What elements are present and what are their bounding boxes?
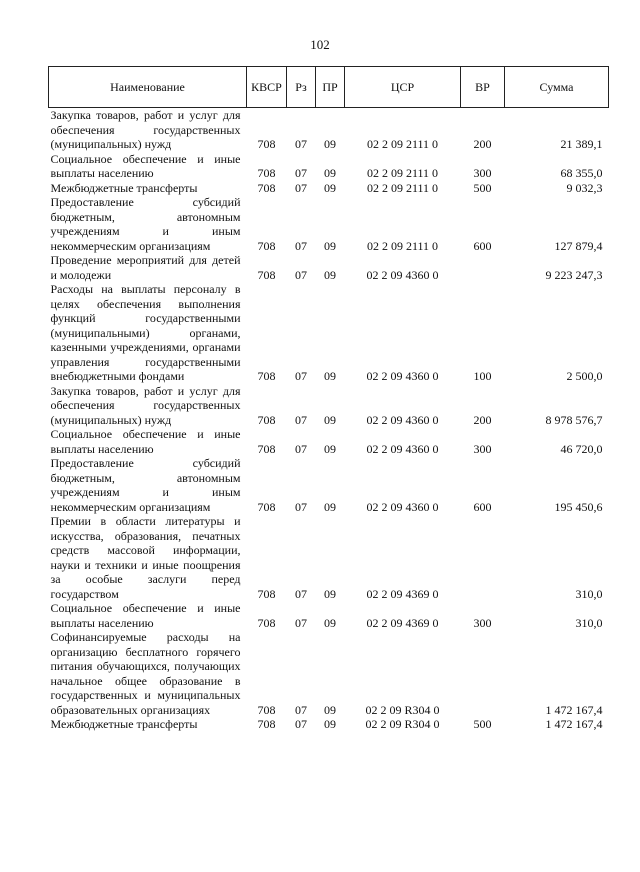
- row-vr: [461, 630, 505, 717]
- row-name: Социальное обеспечение и иные выплаты населению: [50, 601, 241, 630]
- table-row: [49, 630, 609, 717]
- row-vr: 300: [473, 166, 492, 180]
- row-kvsr: 708: [257, 586, 276, 601]
- row-name: Премии в области литературы и искусства, образования, печатных средств массовой информации, науки и техники и иные поощрения за особые заслуги перед государством: [50, 514, 241, 601]
- table-row: [49, 253, 609, 282]
- row-pr: 09: [324, 499, 336, 514]
- row-vr: 500: [473, 717, 492, 731]
- table-body: [49, 108, 609, 732]
- row-pr: 09: [324, 369, 336, 383]
- header-sum: Сумма: [505, 67, 609, 108]
- page-number: 102: [310, 37, 330, 52]
- row-rz: 07: [295, 586, 307, 601]
- row-sum: 9 032,3: [566, 180, 603, 195]
- table-row: [49, 717, 609, 732]
- row-kvsr: 708: [257, 615, 276, 630]
- row-name: Предоставление субсидий бюджетным, автономным учреждениям и иным некоммерческим организациям: [50, 195, 241, 253]
- row-rz: 07: [295, 499, 307, 514]
- row-vr: [461, 514, 505, 601]
- table-row: [49, 456, 609, 514]
- row-sum: 8 978 576,7: [545, 412, 603, 427]
- row-csr: 02 2 09 R304 0: [365, 702, 440, 717]
- row-vr: 200: [473, 137, 492, 151]
- header-csr: ЦСР: [345, 67, 461, 108]
- row-kvsr: 708: [257, 441, 276, 456]
- row-pr: 09: [324, 702, 336, 717]
- row-pr: 09: [324, 137, 336, 151]
- row-csr: 02 2 09 4360 0: [366, 267, 439, 282]
- row-pr: 09: [324, 441, 336, 456]
- row-pr: 09: [324, 615, 336, 630]
- row-rz: 07: [295, 137, 307, 151]
- row-csr: 02 2 09 4360 0: [366, 499, 439, 514]
- row-kvsr: 708: [257, 499, 276, 514]
- row-sum: 68 355,0: [560, 166, 603, 180]
- row-sum: 310,0: [575, 615, 603, 630]
- row-sum: 1 472 167,4: [545, 702, 603, 717]
- row-rz: 07: [295, 180, 307, 195]
- row-csr: 02 2 09 2111 0: [366, 180, 439, 195]
- row-kvsr: 708: [257, 137, 276, 151]
- row-csr: 02 2 09 2111 0: [366, 137, 439, 151]
- table-header-row: [49, 67, 609, 108]
- row-pr: 09: [324, 586, 336, 601]
- header-vr: ВР: [461, 67, 505, 108]
- row-vr: 200: [473, 412, 492, 427]
- table-row: [49, 108, 609, 152]
- row-csr: 02 2 09 4360 0: [366, 441, 439, 456]
- header-pr: ПР: [316, 67, 345, 108]
- row-kvsr: 708: [257, 238, 276, 253]
- row-name: Предоставление субсидий бюджетным, автономным учреждениям и иным некоммерческим организациям: [50, 456, 241, 514]
- row-rz: 07: [295, 267, 307, 282]
- row-sum: 1 472 167,4: [545, 717, 603, 731]
- row-vr: 600: [473, 238, 492, 253]
- row-rz: 07: [295, 717, 307, 731]
- row-vr: 500: [473, 180, 492, 195]
- row-pr: 09: [324, 412, 336, 427]
- row-pr: 09: [324, 267, 336, 282]
- row-sum: 195 450,6: [554, 499, 603, 514]
- row-pr: 09: [324, 180, 336, 195]
- table-row: [49, 195, 609, 253]
- row-pr: 09: [324, 717, 336, 731]
- header-rz: Рз: [287, 67, 316, 108]
- table-row: [49, 384, 609, 428]
- row-csr: 02 2 09 4369 0: [366, 615, 439, 630]
- row-pr: 09: [324, 238, 336, 253]
- row-name: Межбюджетные трансферты: [50, 717, 198, 731]
- row-name: Софинансируемые расходы на организацию бесплатного горячего питания обучающихся, получающих начальное общее образование в государственных и муниципальных образовательных организациях: [50, 630, 241, 717]
- row-name: Расходы на выплаты персоналу в целях обеспечения выполнения функций государственными (муниципальными) органами, казенными учреждениями, органами управления государственными внебюджетными фондами: [50, 282, 241, 383]
- row-kvsr: 708: [257, 267, 276, 282]
- row-kvsr: 708: [257, 717, 276, 731]
- row-sum: 127 879,4: [554, 238, 603, 253]
- row-csr: 02 2 09 R304 0: [365, 717, 440, 731]
- row-sum: 9 223 247,3: [545, 267, 603, 282]
- row-vr: 100: [473, 369, 492, 383]
- row-vr: [461, 253, 505, 282]
- row-sum: 2 500,0: [566, 369, 603, 383]
- row-name: Социальное обеспечение и иные выплаты населению: [50, 151, 241, 180]
- row-pr: 09: [324, 166, 336, 180]
- row-kvsr: 708: [257, 369, 276, 383]
- row-sum: 21 389,1: [560, 137, 603, 151]
- row-csr: 02 2 09 2111 0: [366, 238, 439, 253]
- header-kvsr: КВСР: [247, 67, 287, 108]
- row-csr: 02 2 09 4369 0: [366, 586, 439, 601]
- row-rz: 07: [295, 369, 307, 383]
- row-csr: 02 2 09 4360 0: [366, 412, 439, 427]
- table-row: [49, 152, 609, 181]
- header-name: Наименование: [49, 67, 247, 108]
- row-vr: 300: [473, 615, 492, 630]
- budget-table: [48, 66, 609, 732]
- row-rz: 07: [295, 615, 307, 630]
- row-csr: 02 2 09 2111 0: [366, 166, 439, 180]
- row-name: Проведение мероприятий для детей и молодежи: [50, 253, 241, 282]
- row-sum: 46 720,0: [560, 441, 603, 456]
- row-csr: 02 2 09 4360 0: [366, 369, 439, 383]
- row-name: Межбюджетные трансферты: [50, 180, 198, 195]
- table-row: [49, 514, 609, 601]
- row-rz: 07: [295, 702, 307, 717]
- table-row: [49, 282, 609, 384]
- table-row: [49, 427, 609, 456]
- row-kvsr: 708: [257, 166, 276, 180]
- row-name: Социальное обеспечение и иные выплаты населению: [50, 427, 241, 456]
- row-vr: 300: [473, 441, 492, 456]
- row-kvsr: 708: [257, 180, 276, 195]
- row-rz: 07: [295, 166, 307, 180]
- row-rz: 07: [295, 238, 307, 253]
- row-rz: 07: [295, 441, 307, 456]
- row-name: Закупка товаров, работ и услуг для обеспечения государственных (муниципальных) нужд: [50, 383, 241, 427]
- budget-table-container: [48, 66, 608, 732]
- row-sum: 310,0: [575, 586, 603, 601]
- row-vr: 600: [473, 499, 492, 514]
- row-rz: 07: [295, 412, 307, 427]
- table-row: [49, 601, 609, 630]
- table-row: [49, 181, 609, 196]
- row-kvsr: 708: [257, 702, 276, 717]
- row-name: Закупка товаров, работ и услуг для обеспечения государственных (муниципальных) нужд: [50, 108, 241, 151]
- row-kvsr: 708: [257, 412, 276, 427]
